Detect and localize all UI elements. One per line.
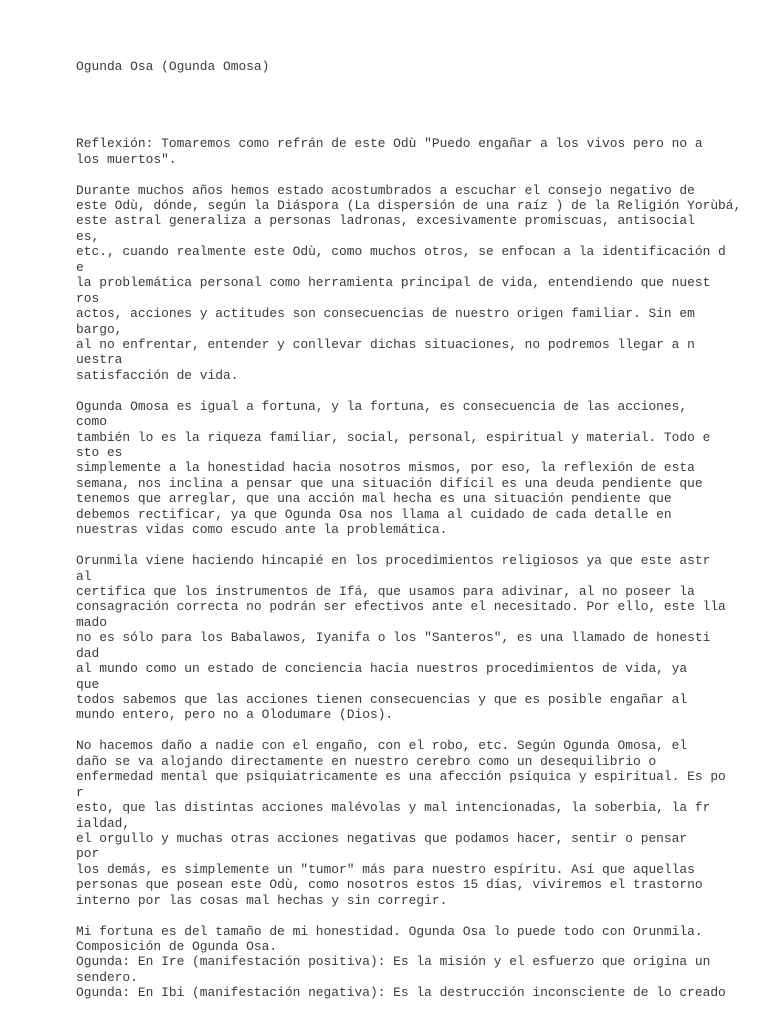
text-line: el orgullo y muchas otras acciones negativas que podamos hacer, sentir o pensar [76,830,688,846]
paragraph [76,553,756,723]
document-title: Ogunda Osa (Ogunda Omosa) [76,58,270,74]
text-line: Durante muchos años hemos estado acostumbrados a escuchar el consejo negativo de [76,182,695,198]
text-line: nuestras vidas como escudo ante la problemática. [76,522,448,538]
text-line: es, [76,228,100,244]
paragraph [76,183,756,384]
text-line: r [76,784,84,800]
text-line: Reflexión: Tomaremos como refrán de este Odù "Puedo engañar a los vivos pero no a [76,136,703,152]
text-line: Orunmila viene haciendo hincapié en los procedimientos religiosos ya que este astr [76,553,711,569]
text-line: consagración correcta no podrán ser efectivos ante el necesitado. Por ello, este lla [76,599,726,615]
text-line: todos sabemos que las acciones tienen consecuencias y que es posible engañar al [76,692,688,708]
text-line: al no enfrentar, entender y conllevar dichas situaciones, no podremos llegar a n [76,336,695,352]
text-line: simplemente a la honestidad hacia nosotros mismos, por eso, la reflexión de esta [76,460,695,476]
text-line: que [76,676,100,692]
text-line: Ogunda: En Ibi (manifestación negativa): Es la destrucción inconsciente de lo creado [76,985,726,1001]
text-line: No hacemos daño a nadie con el engaño, con el robo, etc. Según Ogunda Omosa, el [76,738,688,754]
text-line: sendero. [76,969,138,985]
text-line: daño se va alojando directamente en nuestro cerebro como un desequilibrio o [76,753,657,769]
text-line: también lo es la riqueza familiar, social, personal, espiritual y material. Todo e [76,429,711,445]
text-line: ros [76,290,100,306]
text-line: los muertos". [76,151,177,167]
text-line: debemos rectificar, ya que Ogunda Osa nos llama al cuidado de cada detalle en [76,506,672,522]
paragraph [76,738,756,908]
text-line: etc., cuando realmente este Odù, como muchos otros, se enfocan a la identificación d [76,244,726,260]
text-line: los demás, es simplemente un "tumor" más para nuestro espíritu. Así que aquellas [76,861,695,877]
text-line: satisfacción de vida. [76,367,239,383]
paragraph [76,136,756,167]
text-line: actos, acciones y actitudes son consecuencias de nuestro origen familiar. Sin em [76,306,695,322]
text-line: dad [76,645,100,661]
text-line: Composición de Ogunda Osa. [76,939,278,955]
text-line: interno por las cosas mal hechas y sin corregir. [76,892,448,908]
text-line: no es sólo para los Babalawos, Iyanifa o los "Santeros", es una llamado de honesti [76,630,711,646]
text-line: este astral generaliza a personas ladronas, excesivamente promiscuas, antisocial [76,213,695,229]
text-line: uestra [76,352,123,368]
paragraph [76,924,756,1001]
text-line: por [76,846,100,862]
paragraph [76,399,756,538]
text-line: ialdad, [76,815,131,831]
text-line: este Odù, dónde, según la Diáspora (La dispersión de una raíz ) de la Religión Yorùbá, [76,198,742,214]
document-body [76,136,756,1001]
text-line: como [76,414,107,430]
text-line: esto, que las distintas acciones malévolas y mal intencionadas, la soberbia, la fr [76,800,711,816]
text-line: sto es [76,445,123,461]
text-line: la problemática personal como herramienta principal de vida, entendiendo que nuest [76,275,711,291]
text-line: bargo, [76,321,123,337]
text-line: tenemos que arreglar, que una acción mal hecha es una situación pendiente que [76,491,672,507]
text-line: al [76,568,92,584]
text-line: al mundo como un estado de conciencia hacia nuestros procedimientos de vida, ya [76,661,688,677]
text-line: e [76,259,84,275]
text-line: Mi fortuna es del tamaño de mi honestidad. Ogunda Osa lo puede todo con Orunmila. [76,923,703,939]
text-line: Ogunda: En Ire (manifestación positiva): Es la misión y el esfuerzo que origina un [76,954,711,970]
text-line: semana, nos inclina a pensar que una situación difícil es una deuda pendiente que [76,475,703,491]
text-line: certifica que los instrumentos de Ifá, que usamos para adivinar, al no poseer la [76,583,695,599]
document-page [76,28,756,1032]
text-line: mundo entero, pero no a Olodumare (Dios). [76,707,394,723]
text-line: enfermedad mental que psiquiatricamente es una afección psíquica y espiritual. Es po [76,769,726,785]
text-line: personas que posean este Odù, como nosotros estos 15 días, viviremos el trastorno [76,877,703,893]
text-line: Ogunda Omosa es igual a fortuna, y la fortuna, es consecuencia de las acciones, [76,398,688,414]
text-line: mado [76,614,107,630]
